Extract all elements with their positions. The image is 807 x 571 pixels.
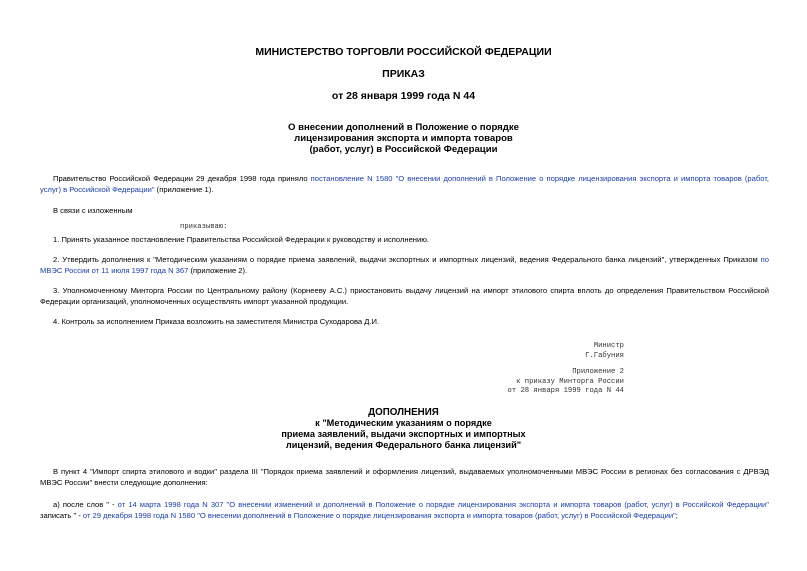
paragraph-1 bbox=[40, 173, 769, 195]
appendix-ref-line-2: к приказу Минторга России bbox=[516, 377, 624, 386]
appendix-reference bbox=[508, 368, 624, 397]
paragraph-3-text: 1. Принять указанное постановление Правительства Российской Федерации к руководству и исполнению. bbox=[53, 235, 430, 244]
signature-title: Министр bbox=[593, 342, 624, 350]
ministry-heading: МИНИСТЕРСТВО ТОРГОВЛИ РОССИЙСКОЙ ФЕДЕРАЦИИ bbox=[255, 46, 552, 58]
appendix-ref-line-1: Приложение 2 bbox=[572, 368, 624, 376]
resolution-1580-link-2[interactable]: от 29 декабря 1998 года N 1580 "О внесении дополнений в Положение о порядке лицензирования экспорта и импорта товаров (работ, услуг) в Российской Федерации" bbox=[82, 511, 676, 520]
paragraph-7-text: В пункт 4 "Импорт спирта этилового и водки" раздела III "Порядок приема заявлений и оформления лицензий, выдаваемых уполномоченными МВЭС России в регионах без согласования с ДРВЭД МВЭС России" внести следующие дополнения: bbox=[40, 467, 769, 487]
paragraph-5 bbox=[40, 285, 769, 307]
paragraph-8-text-post: ; bbox=[675, 511, 678, 520]
paragraph-5-text: 3. Уполномоченному Минторга России по Центральному району (Корнееву А.С.) приостановить выдачу лицензий на импорт этилового спирта вплоть до определения Правительством Российской Федерации организаций, уполномоченных осуществлять импорт указанной продукции. bbox=[40, 286, 769, 306]
paragraph-6-text: 4. Контроль за исполнением Приказа возложить на заместителя Министра Суходарова Д.И. bbox=[53, 317, 380, 326]
paragraph-7 bbox=[40, 466, 769, 488]
paragraph-6 bbox=[40, 316, 769, 327]
doc-title-line-2: лицензирования экспорта и импорта товаров bbox=[294, 133, 513, 144]
appendix-subheading-1: к "Методическим указаниям о порядке bbox=[315, 418, 492, 428]
paragraph-2 bbox=[40, 205, 769, 216]
paragraph-4-text-pre: 2. Утвердить дополнения к "Методическим указаниям о порядке приема заявлений, выдачи экспортных и импортных лицензий, ведения Федерального банка лицензий", утвержденных Приказом bbox=[53, 255, 761, 264]
paragraph-1-text-pre: Правительство Российской Федерации 29 декабря 1998 года приняло bbox=[53, 174, 311, 183]
prikazyvayu-label: приказываю: bbox=[180, 223, 228, 231]
paragraph-8 bbox=[40, 499, 769, 521]
doc-title-line-3: (работ, услуг) в Российской Федерации bbox=[309, 144, 498, 155]
doc-type-heading: ПРИКАЗ bbox=[382, 68, 425, 80]
appendix-subheading-2: приема заявлений, выдачи экспортных и импортных bbox=[281, 429, 526, 439]
paragraph-3 bbox=[40, 234, 769, 245]
paragraph-8-text-mid: записать " - bbox=[40, 511, 83, 520]
appendix-heading: ДОПОЛНЕНИЯ bbox=[368, 407, 439, 418]
order-367-link[interactable]: по МВЭС России от 11 июля 1997 года N 367 bbox=[40, 255, 769, 275]
paragraph-4 bbox=[40, 254, 769, 276]
paragraph-8-text-pre: а) после слов " - bbox=[53, 500, 118, 509]
paragraph-1-text-post: (приложение 1). bbox=[154, 185, 214, 194]
signature-name: Г.Габуния bbox=[585, 351, 624, 360]
appendix-subheading-3: лицензий, ведения Федерального банка лицензий" bbox=[285, 440, 522, 450]
resolution-307-link[interactable]: от 14 марта 1998 года N 307 "О внесении изменений и дополнений в Положение о порядке лицензирования экспорта и импорта товаров (работ, услуг) в Российской Федерации" bbox=[117, 500, 769, 509]
appendix-ref-line-3: от 28 января 1999 года N 44 bbox=[507, 387, 624, 395]
paragraph-4-text-post: (приложение 2). bbox=[188, 266, 248, 275]
paragraph-2-text: В связи с изложенным bbox=[53, 206, 133, 215]
signature-block bbox=[585, 342, 624, 361]
doc-title-line-1: О внесении дополнений в Положение о порядке bbox=[287, 122, 520, 133]
resolution-1580-link[interactable]: постановление N 1580 "О внесении дополнений в Положение о порядке лицензирования экспорта и импорта товаров (работ, услуг) в Российской Федерации" bbox=[40, 174, 769, 194]
doc-date-number: от 28 января 1999 года N 44 bbox=[331, 90, 476, 102]
